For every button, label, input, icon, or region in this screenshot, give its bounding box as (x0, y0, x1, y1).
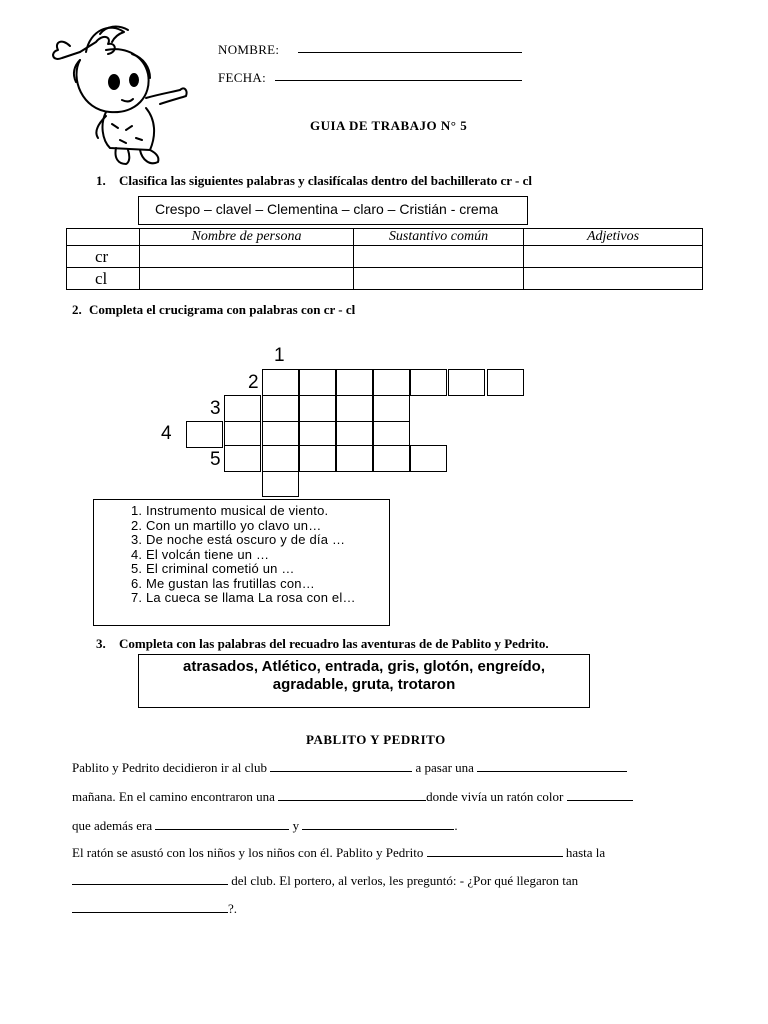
story-text: hasta la (565, 845, 606, 860)
table-header-cell: Nombre de persona (140, 229, 354, 246)
crossword-cell[interactable] (262, 421, 299, 448)
clue-item: 1. Instrumento musical de viento. (146, 504, 389, 519)
row-label: cl (67, 268, 140, 290)
page-title: GUIA DE TRABAJO N° 5 (310, 118, 468, 133)
section1-number: 1. (96, 173, 106, 188)
clue-item: 5. El criminal cometió un … (146, 562, 389, 577)
table-input-cell[interactable] (354, 246, 524, 268)
blank-field[interactable] (278, 800, 426, 801)
table-input-cell[interactable] (524, 246, 703, 268)
table-header-row (67, 229, 703, 246)
table-row (67, 246, 703, 268)
crossword-cell[interactable] (336, 421, 373, 448)
story-text: del club. El portero, al verlos, les preguntó: - ¿Por qué llegaron tan (231, 873, 579, 888)
crossword-cell[interactable] (262, 471, 299, 497)
word-box-3 (138, 654, 590, 708)
story-text: El ratón se asustó con los niños y los niños con él. Pablito y Pedrito (72, 845, 424, 860)
blank-field[interactable] (567, 800, 633, 801)
blank-field[interactable] (477, 771, 627, 772)
crossword-cell[interactable] (186, 421, 223, 448)
word-box-3-line1: atrasados, Atlético, entrada, gris, glotón, engreído, (182, 658, 545, 675)
table-header-cell: Sustantivo común (354, 229, 524, 246)
table-input-cell[interactable] (354, 268, 524, 290)
crossword-cell[interactable] (224, 421, 261, 448)
clue-item: 2. Con un martillo yo clavo un… (146, 519, 389, 534)
cartoon-girl-illustration (40, 12, 190, 172)
table-input-cell[interactable] (140, 268, 354, 290)
story-line-3 (72, 818, 458, 834)
crossword-cell[interactable] (487, 369, 524, 396)
blank-field[interactable] (72, 884, 228, 885)
crossword-number-4: 4 (161, 423, 172, 444)
crossword-cell[interactable] (373, 445, 410, 472)
crossword-cell[interactable] (262, 369, 299, 396)
crossword-cell[interactable] (336, 369, 373, 396)
crossword-cell[interactable] (299, 445, 336, 472)
story-line-5 (72, 873, 578, 889)
section3-heading (96, 636, 549, 652)
crossword-cell[interactable] (373, 369, 410, 396)
story-text: mañana. En el camino encontraron una (72, 789, 275, 804)
crossword-cell[interactable] (336, 445, 373, 472)
crossword-number-1: 1 (274, 345, 285, 366)
table-input-cell[interactable] (524, 268, 703, 290)
crossword-cell[interactable] (224, 445, 261, 472)
story-text: Pablito y Pedrito decidieron ir al club (72, 760, 267, 775)
section3-instruction: Completa con las palabras del recuadro las aventuras de de Pablito y Pedrito. (119, 636, 549, 651)
table-input-cell[interactable] (140, 246, 354, 268)
story-text: . (454, 818, 458, 833)
crossword-cell[interactable] (373, 421, 410, 448)
crossword-cell[interactable] (336, 395, 373, 422)
row-label: cr (67, 246, 140, 268)
section2-instruction: Completa el crucigrama con palabras con cr - cl (89, 302, 356, 317)
word-box-1: Crespo – clavel – Clementina – claro – Cristián - crema (138, 196, 528, 225)
crossword-cell[interactable] (448, 369, 485, 396)
story-line-4 (72, 845, 605, 861)
story-line-6 (72, 901, 237, 917)
section2-number: 2. (72, 302, 82, 317)
classification-table (66, 228, 703, 290)
clue-item: 6. Me gustan las frutillas con… (146, 577, 389, 592)
crossword-cell[interactable] (262, 395, 299, 422)
clue-item: 4. El volcán tiene un … (146, 548, 389, 563)
clue-item: 7. La cueca se llama La rosa con el… (146, 591, 366, 606)
blank-field[interactable] (302, 829, 454, 830)
name-field[interactable] (298, 52, 522, 53)
crossword-cell[interactable] (224, 395, 261, 422)
clue-list (94, 504, 389, 606)
story-title: PABLITO Y PEDRITO (306, 732, 446, 747)
blank-field[interactable] (270, 771, 412, 772)
clue-box (93, 499, 390, 626)
story-text: ?. (228, 901, 238, 916)
section3-number: 3. (96, 636, 106, 651)
story-text: donde vivía un ratón color (426, 789, 564, 804)
crossword-cell[interactable] (299, 421, 336, 448)
crossword-cell[interactable] (373, 395, 410, 422)
crossword-cell[interactable] (299, 395, 336, 422)
crossword-cell[interactable] (262, 445, 299, 472)
crossword-cell[interactable] (410, 369, 447, 396)
crossword-number-3: 3 (210, 398, 221, 419)
crossword-cell[interactable] (410, 445, 447, 472)
story-text: y (292, 818, 300, 833)
story-text: que además era (72, 818, 153, 833)
date-field[interactable] (275, 80, 522, 81)
crossword-number-2: 2 (248, 372, 259, 393)
word-box-3-line2: agradable, gruta, trotaron (272, 676, 456, 693)
section1-heading (96, 173, 532, 189)
name-label: NOMBRE: (218, 42, 280, 57)
section1-instruction: Clasifica las siguientes palabras y clasifícalas dentro del bachillerato cr - cl (119, 173, 532, 188)
blank-field[interactable] (427, 856, 563, 857)
date-label: FECHA: (218, 70, 267, 85)
table-row (67, 268, 703, 290)
blank-field[interactable] (72, 912, 228, 913)
story-line-1 (72, 760, 627, 776)
story-line-2 (72, 789, 633, 805)
table-header-cell (67, 229, 140, 246)
crossword-number-5: 5 (210, 449, 221, 470)
table-header-cell: Adjetivos (524, 229, 703, 246)
crossword-cell[interactable] (299, 369, 336, 396)
section2-heading (72, 302, 355, 318)
story-text: a pasar una (415, 760, 474, 775)
clue-item: 3. De noche está oscuro y de día … (146, 533, 389, 548)
blank-field[interactable] (155, 829, 289, 830)
